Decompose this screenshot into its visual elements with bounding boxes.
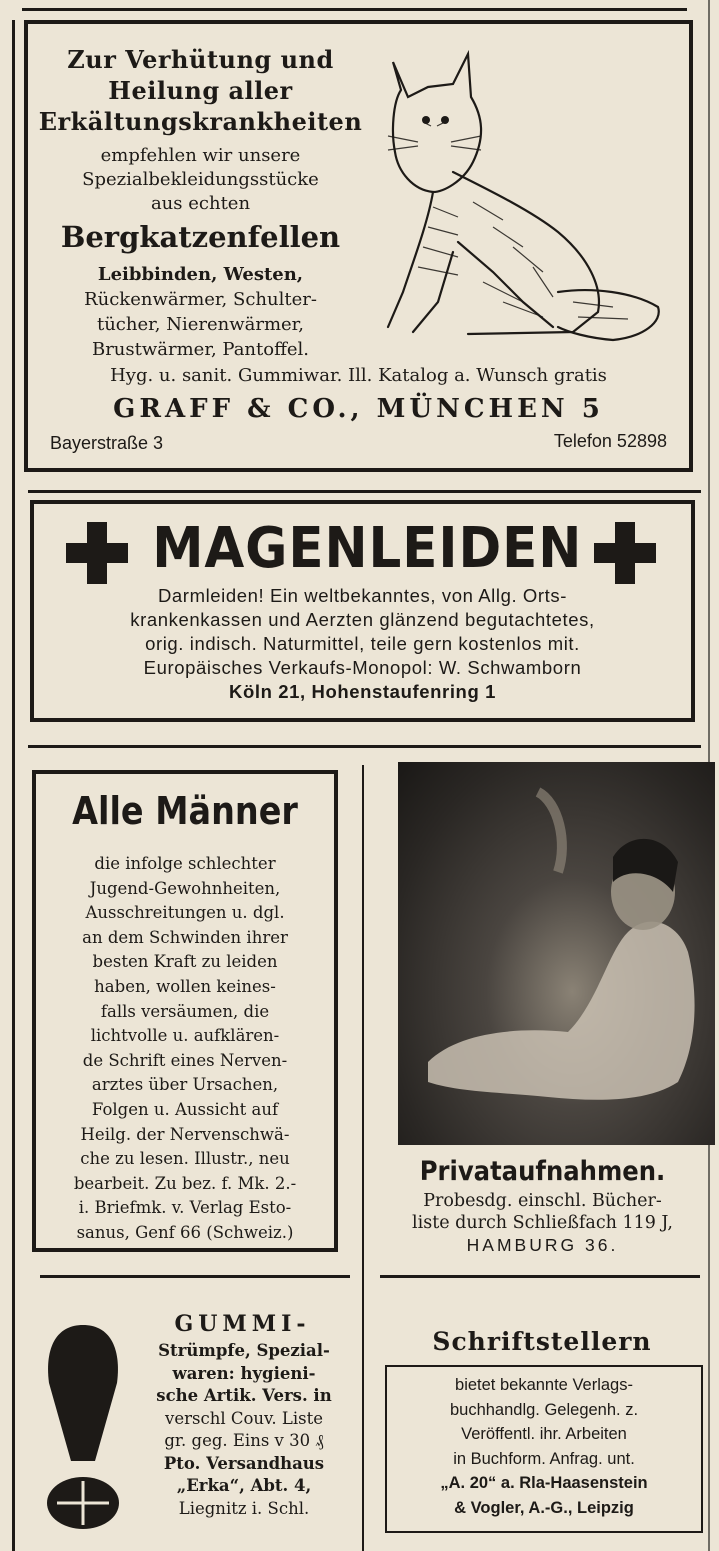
ad1-headline-line: Heilung aller [108,76,293,105]
ad1-headline [28,44,373,137]
ad3-headline: Alle Männer [72,789,298,833]
ad5-line: „Erka“, Abt. 4, [176,1476,312,1495]
ad4-line: liste durch Schließfach 119 J, [412,1213,673,1233]
ad5-line: Liegnitz i. Schl. [178,1498,310,1518]
ad1-intro-line: empfehlen wir unsere [100,145,301,166]
top-rule [22,8,687,11]
ad2-headline: MAGENLEIDEN [152,516,583,581]
separator-rule [28,745,701,748]
ad-magenleiden [30,500,695,722]
ad3-line: sanus, Genf 66 (Schweiz.) [76,1222,294,1242]
ad1-company: GRAFF & CO., MÜNCHEN 5 [113,394,604,424]
red-cross-icon [594,522,656,584]
ad3-line: che zu lesen. Illustr., neu [80,1149,290,1169]
ad3-body [42,852,328,1246]
ad-schriftstellern [375,1285,709,1551]
ad2-line: orig. indisch. Naturmittel, teile gern kostenlos mit. [145,633,580,654]
ad5-line: Strümpfe, Spezial- [158,1341,330,1360]
ad1-product: Bergkatzenfellen [60,220,341,254]
ad1-item: Brustwärmer, Pantoffel. [91,339,310,360]
ad6-line: buchhandlg. Gelegenh. z. [449,1400,639,1419]
left-column-rule [12,20,15,1551]
ad-alle-maenner [32,770,338,1252]
ad6-line: in Buchform. Anfrag. unt. [453,1449,635,1468]
ad3-line: an dem Schwinden ihrer [82,927,288,947]
ad1-item: Rückenwärmer, Schulter- [84,289,317,310]
ad5-line: waren: hygieni- [172,1363,316,1383]
ad3-line: Folgen u. Aussicht auf [91,1099,279,1119]
ad1-intro-line: Spezialbekleidungsstücke [82,169,319,190]
ad4-line: HAMBURG 36. [466,1235,619,1255]
ad1-items [28,262,373,362]
ad3-line: de Schrift eines Nerven- [82,1050,288,1070]
ad6-line: „A. 20“ a. Rla-Haasenstein [440,1474,648,1492]
ad1-catalog: Hyg. u. sanit. Gummiwar. Ill. Katalog a. Wunsch gratis [110,365,607,386]
ad5-body [130,1340,358,1520]
ad6-body [387,1373,701,1520]
ad6-line: bietet bekannte Verlags- [455,1376,633,1394]
ad1-headline-line: Zur Verhütung und [67,45,334,74]
ad3-line: lichtvolle u. aufklären- [90,1026,280,1046]
exclamation-icon [43,1323,123,1533]
ad2-line: Köln 21, Hohenstaufenring 1 [228,681,496,702]
ad4-line: Probesdg. einschl. Bücher- [423,1191,662,1211]
ad6-text-box [385,1365,703,1533]
ad1-headline-line: Erkältungskrankheiten [38,107,363,136]
ad3-line: besten Kraft zu leiden [92,952,278,972]
ad1-intro-line: aus echten [150,193,251,214]
ad5-line: Pto. Versandhaus [163,1453,325,1473]
ad5-headline: GUMMI- [174,1311,311,1337]
ad2-line: krankenkassen und Aerzten glänzend begutachtetes, [130,609,595,630]
ad6-line: & Vogler, A.-G., Leipzig [454,1498,634,1517]
photo-icon [398,762,715,1145]
ad1-intro [28,144,373,216]
ad5-line: gr. geg. Eins v 30 ₰ [164,1431,324,1450]
separator-rule [28,490,701,493]
ad2-line: Darmleiden! Ein weltbekanntes, von Allg. Orts- [157,585,568,606]
red-cross-icon [66,522,128,584]
cat-illustration-icon [373,42,663,342]
ad3-line: Ausschreitungen u. dgl. [85,903,285,923]
ad3-line: Jugend-Gewohnheiten, [89,878,281,898]
ad6-line: Veröffentl. ihr. Arbeiten [461,1425,627,1443]
ad2-line: Europäisches Verkaufs-Monopol: W. Schwamborn [143,657,582,678]
separator-rule [380,1275,700,1278]
ad5-line: verschl Couv. Liste [165,1408,323,1428]
ad3-line: bearbeit. Zu bez. f. Mk. 2.- [73,1173,297,1193]
ad1-item: tücher, Nierenwärmer, [96,314,305,335]
ad5-line: sche Artik. Vers. in [156,1386,332,1405]
ad3-line: Heilg. der Nervenschwä- [80,1124,290,1144]
ad6-headline: Schriftstellern [432,1327,652,1356]
ad4-body [370,1190,715,1256]
ad3-line: i. Briefmk. v. Verlag Esto- [78,1198,292,1218]
ad3-line: arztes über Ursachen, [91,1075,279,1095]
ad-graff-co [24,20,693,472]
ad1-phone: Telefon 52898 [553,431,667,451]
ad1-street: Bayerstraße 3 [50,433,164,453]
ad1-item: Leibbinden, Westen, [97,264,304,285]
ad3-line: die infolge schlechter [94,854,276,873]
ad4-headline: Privataufnahmen. [419,1156,666,1187]
ad2-body [34,584,691,704]
ad-gummi [35,1285,360,1551]
ad3-line: haben, wollen keines- [94,976,276,996]
ad3-line: falls versäumen, die [100,1001,270,1021]
column-divider-rule [362,765,364,1551]
ad-privataufnahmen [370,760,715,1270]
separator-rule [40,1275,350,1278]
